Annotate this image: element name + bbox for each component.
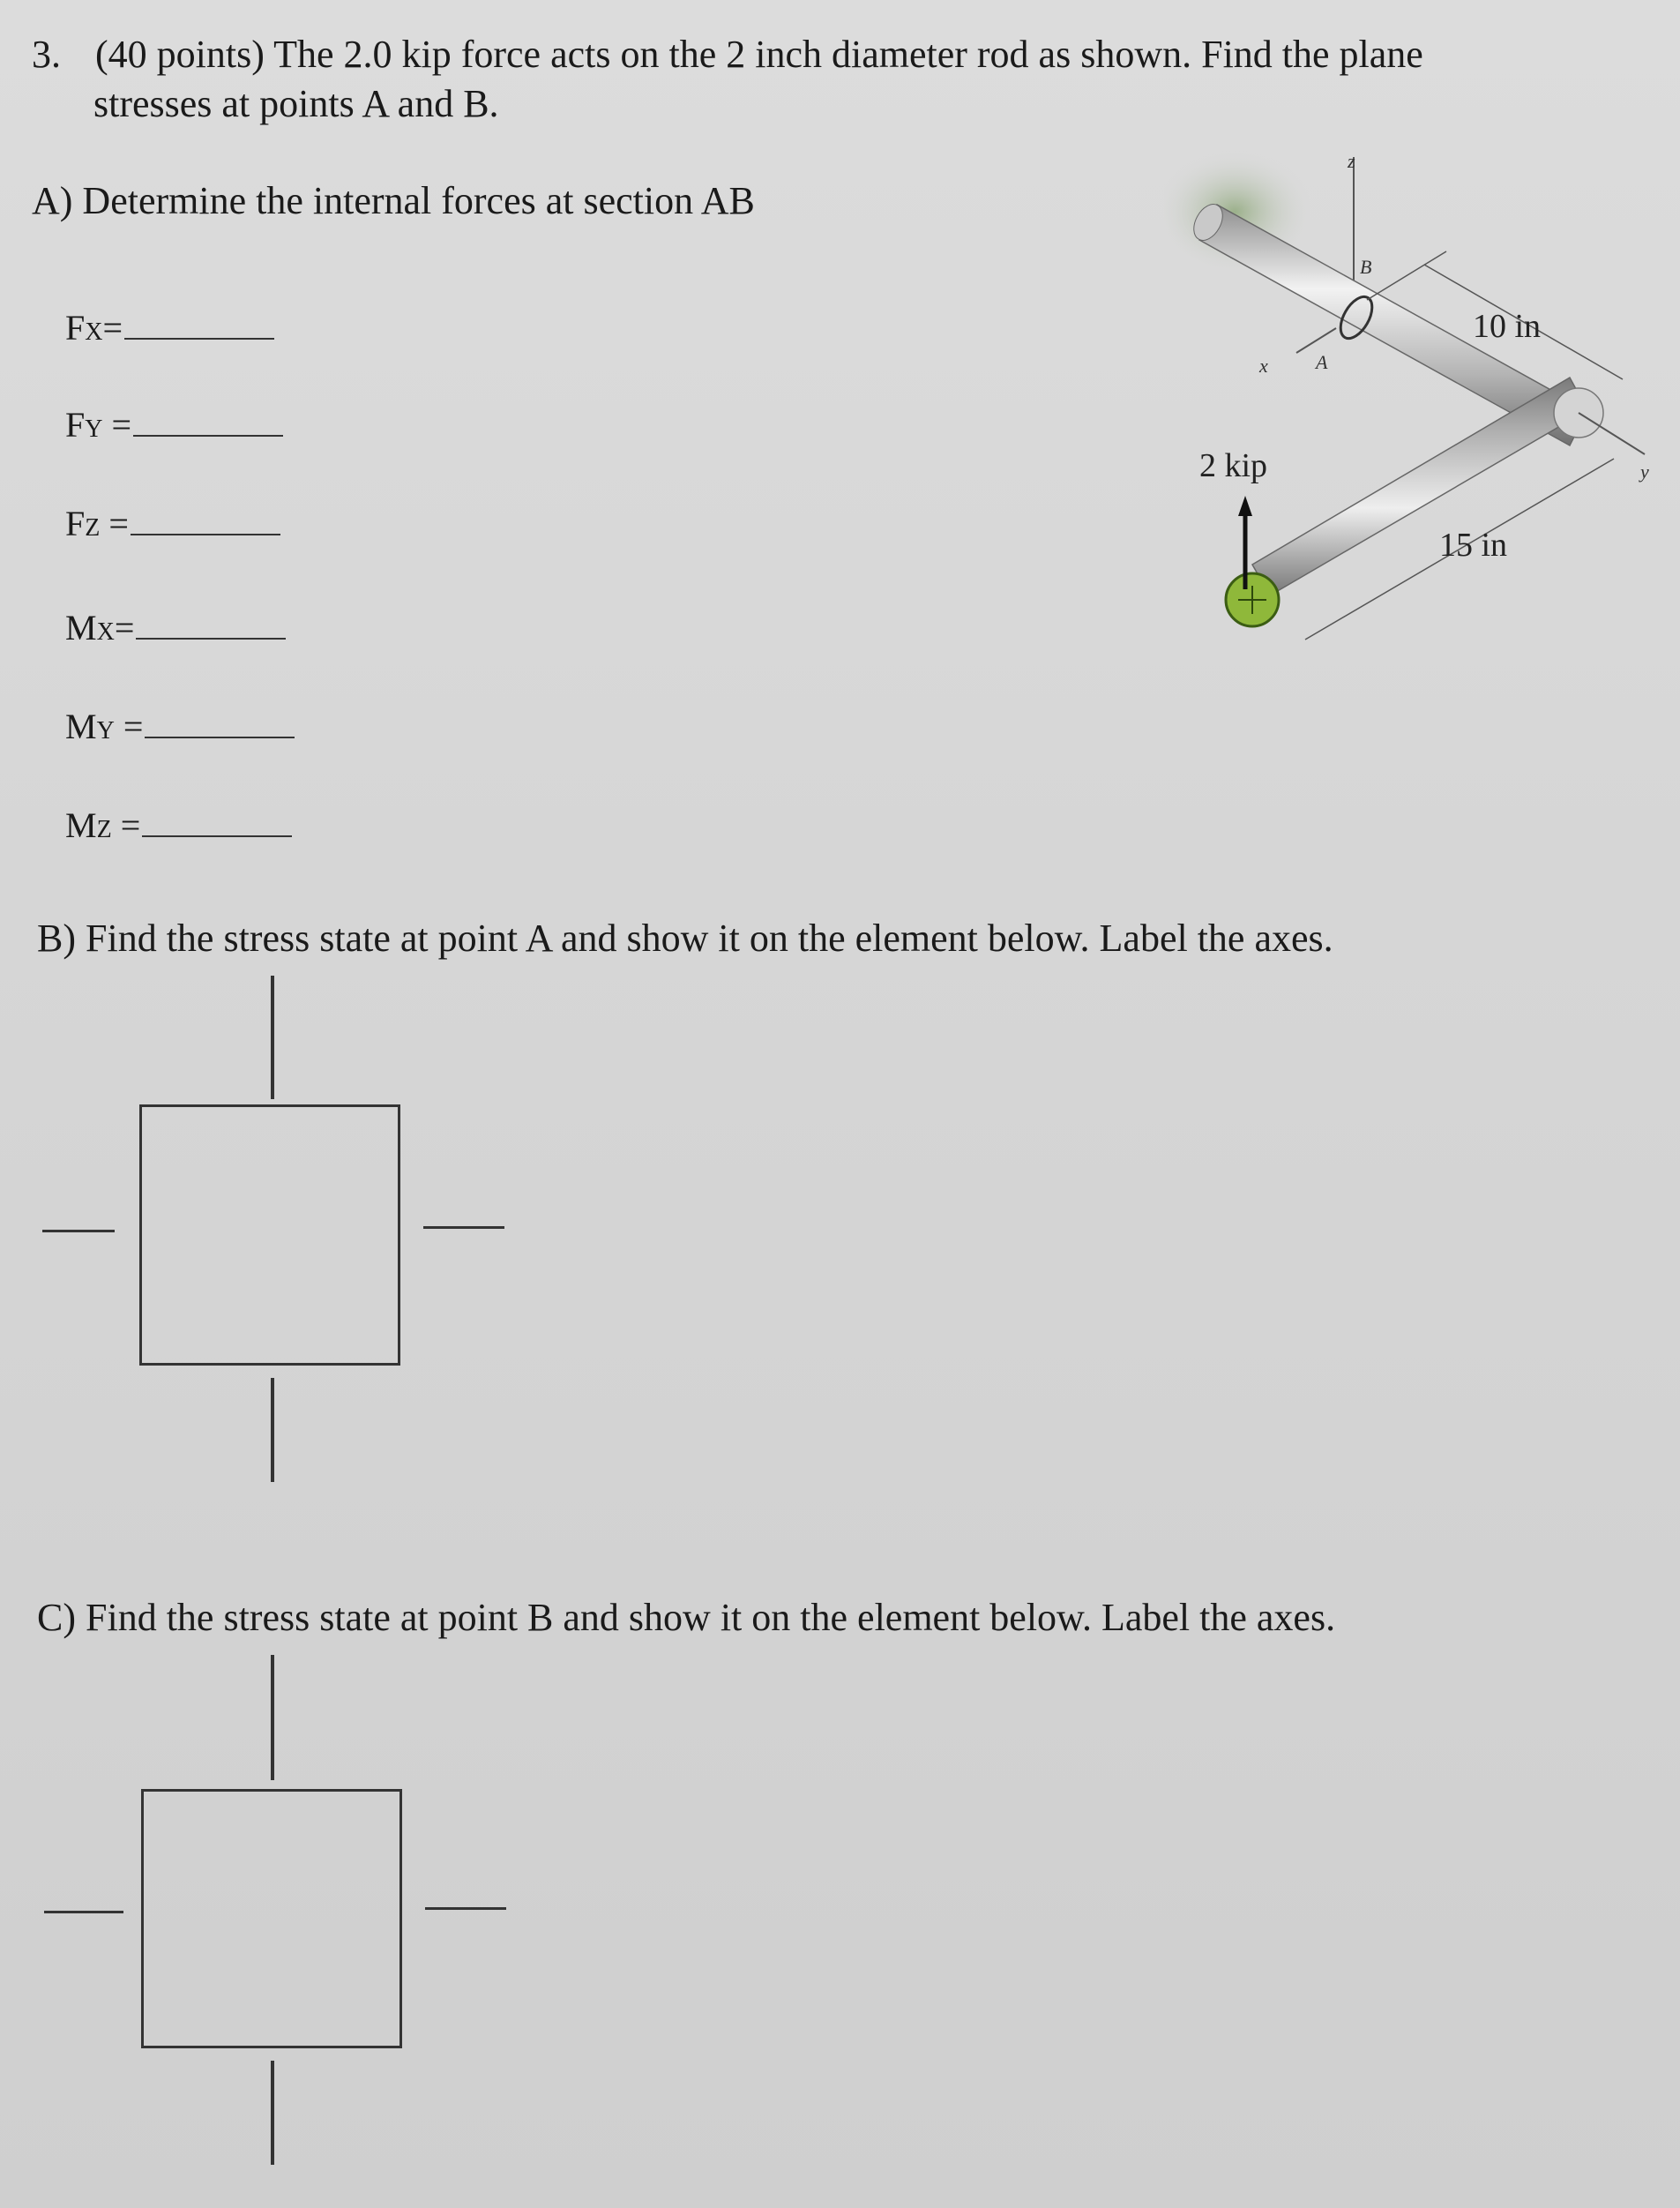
x-axis-line (1296, 328, 1336, 353)
z-axis-label: z (1348, 150, 1355, 172)
element-b-box[interactable] (141, 1789, 402, 2048)
fz-answer-blank[interactable] (131, 509, 280, 535)
force-label: 2 kip (1199, 447, 1268, 484)
fy-answer-blank[interactable] (133, 410, 283, 437)
mx-answer-blank[interactable] (136, 613, 286, 640)
point-a-label: A (1316, 351, 1328, 373)
element-a-tick-left (42, 1230, 115, 1232)
part-a-heading: A) Determine the internal forces at section AB (32, 179, 755, 222)
x-axis-label: x (1259, 355, 1268, 377)
field-fy: FY = (65, 404, 283, 445)
element-a-tick-right (423, 1226, 504, 1229)
field-my: MY = (65, 706, 295, 747)
field-fx: FX= (65, 307, 274, 348)
my-answer-blank[interactable] (145, 712, 295, 738)
question-text-2: stresses at points A and B. (93, 82, 499, 125)
dim-10-label: 10 in (1473, 308, 1542, 345)
question-number: 3. (32, 33, 61, 76)
part-c-heading: C) Find the stress state at point B and show it on the element below. Label the axes. (37, 1596, 1336, 1639)
mz-answer-blank[interactable] (142, 811, 292, 837)
force-arrow-head (1238, 496, 1252, 516)
field-mx: MX= (65, 607, 286, 648)
part-b-heading: B) Find the stress state at point A and show it on the element below. Label the axes. (37, 917, 1333, 960)
rod-figure (1164, 141, 1667, 670)
question-line-1 (32, 32, 1423, 79)
field-fz: FZ = (65, 503, 280, 544)
y-axis-label: y (1640, 460, 1649, 483)
element-a-tick-bottom (271, 1378, 274, 1482)
rod-segment-free (1252, 378, 1587, 595)
dim-15-label: 15 in (1439, 527, 1508, 564)
fx-answer-blank[interactable] (124, 313, 274, 340)
element-b-tick-right (425, 1907, 506, 1910)
element-b-tick-bottom (271, 2061, 274, 2165)
field-mz: MZ = (65, 805, 292, 846)
element-a-tick-top (271, 976, 274, 1099)
element-b-tick-top (271, 1655, 274, 1780)
dim-10-ext (1367, 251, 1446, 300)
element-b-tick-left (44, 1911, 123, 1913)
element-a-box[interactable] (139, 1104, 400, 1366)
question-text-1: (40 points) The 2.0 kip force acts on the 2 inch diameter rod as shown. Find the plane (95, 33, 1423, 76)
point-b-label: B (1360, 256, 1372, 278)
